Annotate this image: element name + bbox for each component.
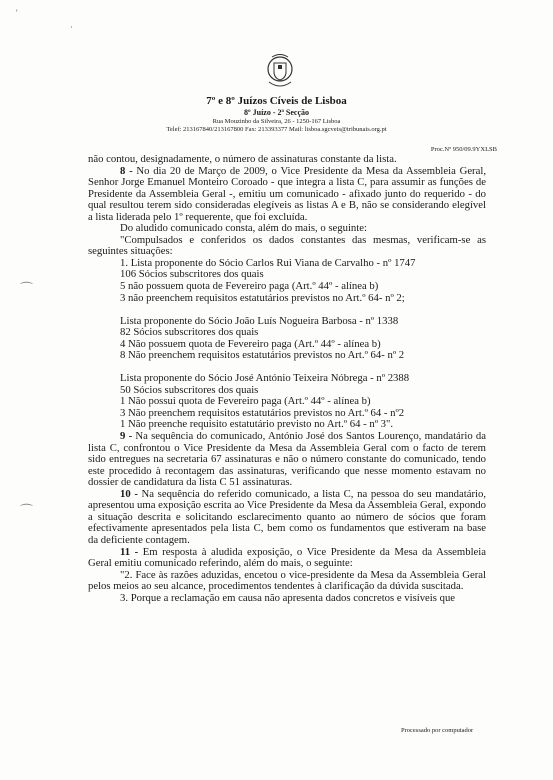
paragraph-text: Em resposta à aludida exposição, o Vice Presidente da Mesa da Assembleia Geral emitiu comunicado referindo, além do mais, o seguinte: (88, 545, 486, 570)
paragraph-number: 9 - (120, 430, 133, 443)
scan-mark: · (70, 22, 73, 32)
paragraph (88, 489, 486, 547)
court-contacts: Telef: 213167840/213167800 Fax: 213393377 Mail: lisboa.sgcveis@tribunais.org.pt (166, 126, 387, 133)
paragraph-text: Na sequência do referido comunicado, a lista C, na pessoa do seu mandatário, apresentou uma exposição escrita ao Vice Presidente da Mesa da Assembleia Geral, expondo a situação descrita e solicitando esclarecimento quanto ao número de sócios que foram efectivamente apresentados pela lista C, bem como os fundamentos que estiveram na base da deficiente contagem. (88, 487, 487, 546)
paragraph-number: 10 - (120, 487, 138, 500)
court-address: Rua Mouzinho da Silveira, 26 - 1250-167 Lisboa (212, 118, 341, 125)
paragraph-text: 4 Não possuem quota de Fevereiro paga (Art.º 44º - alínea b) (120, 337, 381, 350)
paragraph (88, 570, 486, 593)
paragraph-text: Na sequência do comunicado, António José dos Santos Lourenço, mandatário da lista C, confrontou o Vice Presidente da Mesa da Assembleia Geral com o facto de terem sido entregues na secretaria 67 assinaturas e não o número constante do comunicado, tendo este procedido à recontagem das assinaturas, verificando que nesse momento estavam no dossier de candidatura da lista C 51 assinaturas. (88, 430, 487, 489)
paragraph-text: 3 não preenchem requisitos estatutários previstos no Art.º 64- nº 2; (120, 291, 405, 304)
paragraph-text: Lista proponente do Sócio José António Teixeira Nóbrega - nº 2388 (120, 372, 410, 385)
scan-mark: ' (16, 8, 18, 18)
paragraph-number: 8 - (120, 164, 133, 177)
paragraph-text: não contou, designadamente, o número de assinaturas constante da lista. (88, 153, 397, 165)
court-title: 7º e 8º Juízos Cíveis de Lisboa (206, 95, 347, 107)
paragraph-text: "Compulsados e conferidos os dados constantes das mesmas, verificam-se as seguintes situações: (88, 233, 486, 258)
court-section: 8º Juízo - 2ª Secção (243, 108, 310, 117)
document-body (88, 154, 486, 604)
paragraph-text: 1 Não possui quota de Fevereiro paga (Art.º 44º - alínea b) (120, 395, 371, 408)
paragraph-text: 8 Não preenchem requisitos estatutários previstos no Art.º 64- nº 2 (120, 349, 405, 362)
process-number: Proc.Nº 950/09.9YXLSB (430, 146, 497, 153)
paragraph-text: 3. Porque a reclamação em causa não apresenta dados concretos e visíveis que (120, 591, 456, 604)
paragraph-text: Do aludido comunicado consta, além do mais, o seguinte: (120, 222, 367, 235)
footer-note: Processado por computador (401, 727, 474, 734)
paragraph-text: 1. Lista proponente do Sócio Carlos Rui Viana de Carvalho - nº 1747 (120, 256, 416, 269)
paragraph-text: 50 Sócios subscritores dos quais (120, 383, 259, 396)
paragraph (88, 235, 486, 258)
paragraph-text: 1 Não preenche requisito estatutário previsto no Art.º 64 - nº 3". (120, 418, 394, 431)
paragraph-text: "2. Face às razões aduzidas, encetou o vice-presidente da Mesa da Assembleia Geral pelos meios ao seu alcance, procedimentos tendentes à clarificação da dúvida suscitada. (88, 568, 486, 593)
coat-of-arms-icon (263, 52, 297, 92)
paragraph (88, 431, 486, 489)
paragraph (88, 593, 486, 605)
paragraph (88, 166, 486, 224)
paragraph-text: No dia 20 de Março de 2009, o Vice Presidente da Mesa da Assembleia Geral, Senhor Jorge Emanuel Monteiro Coroado - que integra a lista C, para assumir as funções de Presidente da Assembleia Geral -, emitiu um comunicado - afixado junto do requerido - do qual resultou terem sido consideradas elegíveis as listas A e B, não se considerando elegível a lista liderada pelo 1º requerente, que foi excluída. (88, 164, 487, 223)
margin-mark: ⌒ (20, 503, 34, 518)
paragraph (88, 547, 486, 570)
paragraph-text: 5 não possuem quota de Fevereiro paga (Art.º 44º - alínea b) (120, 280, 379, 293)
paragraph-text: 106 Sócios subscritores dos quais (120, 268, 264, 281)
paragraph-text: Lista proponente do Sócio João Luís Nogueira Barbosa - nº 1338 (120, 314, 399, 327)
paragraph-text: 82 Sócios subscritores dos quais (120, 326, 259, 339)
paragraph-number: 11 - (120, 545, 139, 558)
margin-mark: ⌒ (20, 281, 34, 296)
paragraph (88, 293, 486, 305)
paragraph (88, 350, 486, 362)
paragraph-text: 3 Não preenchem requisitos estatutários previstos no Art.º 64 - nº2 (120, 406, 405, 419)
